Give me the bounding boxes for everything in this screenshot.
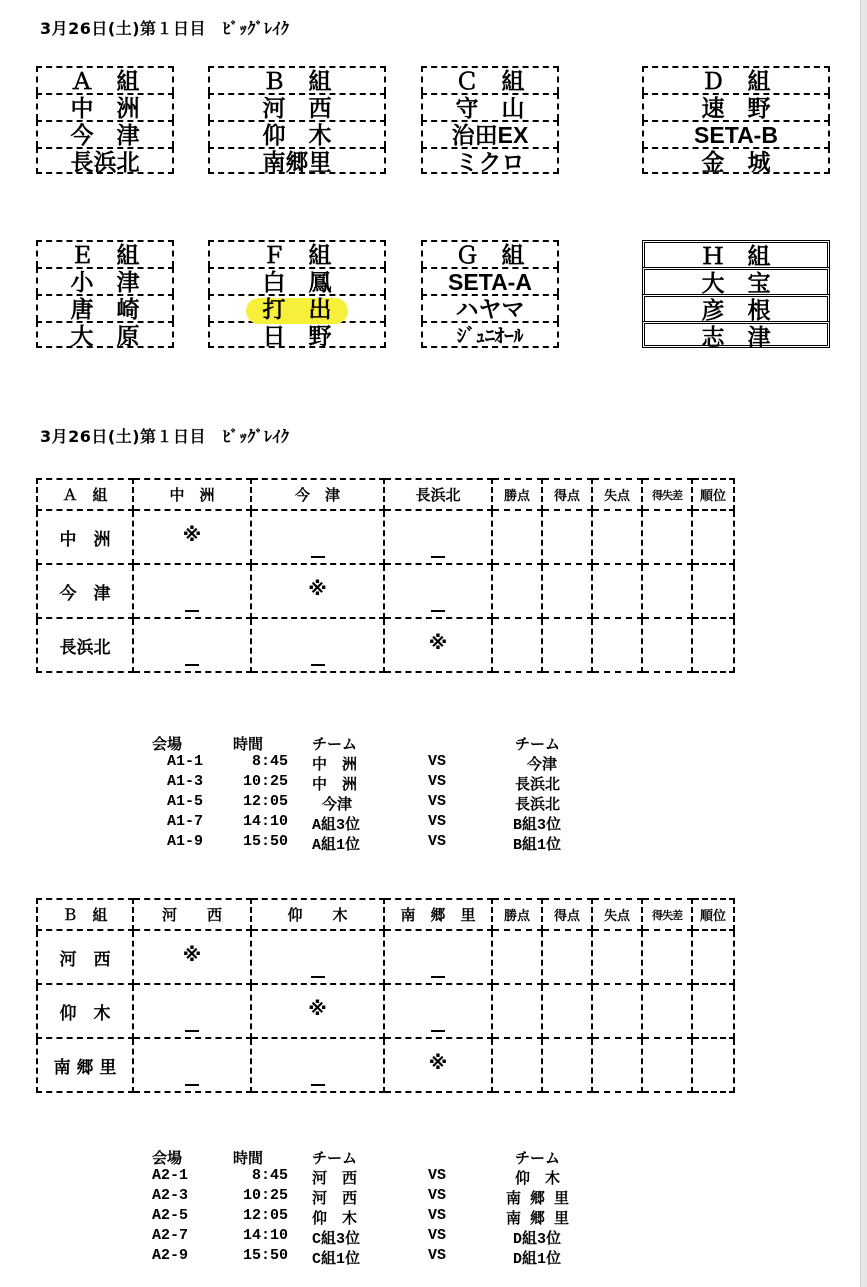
blank-score <box>431 556 445 558</box>
match-venue: A1-5 <box>167 793 204 810</box>
league-cell <box>133 1038 251 1092</box>
league-cell <box>384 564 492 618</box>
stat-cell <box>492 564 542 618</box>
match-time: 10:25 <box>243 773 289 790</box>
day-title: 3月26日(土)第１日目 ﾋﾞｯｸﾞﾚｲｸ <box>40 19 290 38</box>
league-cell: ※ <box>384 618 492 672</box>
match-vs: VS <box>428 813 447 830</box>
stat-cell <box>642 984 692 1038</box>
league-cell <box>384 510 492 564</box>
time-header: 時間 <box>233 737 264 754</box>
match-vs: VS <box>428 753 447 770</box>
match-team2: D組3位 <box>513 1231 562 1248</box>
schedule-header <box>0 1147 700 1167</box>
match-time: 15:50 <box>243 833 289 850</box>
group-team: 守 山 <box>421 93 559 120</box>
team2-header: チーム <box>515 737 561 754</box>
stat-cell <box>592 564 642 618</box>
group-team: 中 洲 <box>36 93 174 120</box>
blank-score <box>311 556 325 558</box>
league-row-team: 長浜北 <box>37 618 133 672</box>
group-a-box <box>36 66 174 174</box>
match-team2: 長浜北 <box>515 777 561 794</box>
group-g-box <box>421 240 559 348</box>
blank-score <box>185 1084 199 1086</box>
group-team: 河 西 <box>208 93 386 120</box>
league-row <box>37 1038 734 1092</box>
group-team: ｼﾞｭﾆｵｰﾙ <box>421 321 559 348</box>
league-cell: ※ <box>133 510 251 564</box>
group-h-box <box>642 240 830 348</box>
stat-cell <box>592 930 642 984</box>
league-cell <box>133 564 251 618</box>
stat-cell <box>692 984 734 1038</box>
league-team-col: 南 郷 里 <box>384 899 492 930</box>
match-venue: A1-7 <box>167 813 204 830</box>
match-team1: 中 洲 <box>312 757 358 774</box>
blank-score <box>431 610 445 612</box>
stat-col: 得点 <box>542 899 592 930</box>
league-team-col: 河 西 <box>133 899 251 930</box>
league-team-col: 長浜北 <box>384 479 492 510</box>
match-vs: VS <box>428 793 447 810</box>
stat-cell <box>592 1038 642 1092</box>
group-team: 南郷里 <box>208 147 386 174</box>
match-time: 8:45 <box>252 753 289 770</box>
match-team2: B組1位 <box>513 837 562 854</box>
league-header-row <box>37 479 734 510</box>
league-row-team: 中 洲 <box>37 510 133 564</box>
match-vs: VS <box>428 1167 447 1184</box>
league-team-col: 仰 木 <box>251 899 384 930</box>
league-row-team: 河 西 <box>37 930 133 984</box>
match-row <box>0 1187 700 1207</box>
group-e-box <box>36 240 174 348</box>
group-team: 大 宝 <box>642 267 830 294</box>
group-header: Ｇ 組 <box>421 240 559 267</box>
match-time: 15:50 <box>243 1247 289 1264</box>
match-time: 14:10 <box>243 813 289 830</box>
blank-score <box>185 664 199 666</box>
match-vs: VS <box>428 1247 447 1264</box>
match-team1: 今津 <box>322 797 353 814</box>
league-row-team: 南 郷 里 <box>37 1038 133 1092</box>
stat-cell <box>492 1038 542 1092</box>
group-team: 速 野 <box>642 93 830 120</box>
schedule-b <box>0 1147 700 1267</box>
stat-col: 勝点 <box>492 899 542 930</box>
group-header: Ｅ 組 <box>36 240 174 267</box>
page-right-edge <box>860 0 867 1287</box>
league-table-b <box>36 898 735 1093</box>
league-cell <box>251 618 384 672</box>
league-cell <box>251 930 384 984</box>
match-venue: A1-3 <box>167 773 204 790</box>
league-cell: ※ <box>133 930 251 984</box>
match-time: 12:05 <box>243 793 289 810</box>
group-team: ミクロ <box>421 147 559 174</box>
league-cell <box>384 930 492 984</box>
stat-cell <box>542 618 592 672</box>
league-row <box>37 930 734 984</box>
group-f-box <box>208 240 386 348</box>
stat-cell <box>492 618 542 672</box>
venue-header: 会場 <box>152 1151 183 1168</box>
stat-cell <box>542 1038 592 1092</box>
stat-col: 得点 <box>542 479 592 510</box>
stat-col: 失点 <box>592 899 642 930</box>
league-corner: Ａ 組 <box>37 479 133 510</box>
match-venue: A2-7 <box>152 1227 189 1244</box>
stat-col: 勝点 <box>492 479 542 510</box>
league-team-col: 今 津 <box>251 479 384 510</box>
match-team1: A組3位 <box>312 817 361 834</box>
match-row <box>0 793 700 813</box>
blank-score <box>311 1084 325 1086</box>
group-team: 金 城 <box>642 147 830 174</box>
blank-score <box>311 976 325 978</box>
stat-cell <box>692 1038 734 1092</box>
stat-col: 順位 <box>692 479 734 510</box>
match-time: 8:45 <box>252 1167 289 1184</box>
match-vs: VS <box>428 1207 447 1224</box>
league-cell <box>251 510 384 564</box>
stat-cell <box>492 984 542 1038</box>
group-team: 大 原 <box>36 321 174 348</box>
league-row <box>37 510 734 564</box>
stat-cell <box>542 984 592 1038</box>
group-team: 今 津 <box>36 120 174 147</box>
league-team-col: 中 洲 <box>133 479 251 510</box>
stat-cell <box>492 510 542 564</box>
group-team: ハヤマ <box>421 294 559 321</box>
group-team: 白 鳳 <box>208 267 386 294</box>
stat-cell <box>642 930 692 984</box>
stat-cell <box>542 930 592 984</box>
match-venue: A1-1 <box>167 753 204 770</box>
match-team2: 今津 <box>527 757 558 774</box>
stat-cell <box>692 930 734 984</box>
group-header: Ｂ 組 <box>208 66 386 93</box>
group-team-highlighted: 打 出 <box>208 294 386 321</box>
stat-cell <box>692 618 734 672</box>
group-team: 唐 崎 <box>36 294 174 321</box>
match-team2: 南 郷 里 <box>506 1191 570 1208</box>
schedule-a <box>0 733 700 853</box>
league-corner: Ｂ 組 <box>37 899 133 930</box>
league-cell <box>384 984 492 1038</box>
match-team2: D組1位 <box>513 1251 562 1268</box>
match-vs: VS <box>428 1227 447 1244</box>
match-venue: A2-1 <box>152 1167 189 1184</box>
match-row <box>0 1247 700 1267</box>
match-team1: 中 洲 <box>312 777 358 794</box>
group-team: 日 野 <box>208 321 386 348</box>
league-table-a <box>36 478 735 673</box>
blank-score <box>431 1030 445 1032</box>
stat-cell <box>542 510 592 564</box>
stat-col: 得失差 <box>642 899 692 930</box>
match-row <box>0 753 700 773</box>
match-row <box>0 833 700 853</box>
team1-header: チーム <box>312 737 358 754</box>
match-row <box>0 773 700 793</box>
stat-cell <box>492 930 542 984</box>
venue-header: 会場 <box>152 737 183 754</box>
match-row <box>0 1227 700 1247</box>
league-a-title: 3月26日(土)第１日目 ﾋﾞｯｸﾞﾚｲｸ <box>40 427 290 446</box>
team2-header: チーム <box>515 1151 561 1168</box>
match-row <box>0 813 700 833</box>
league-cell: ※ <box>251 564 384 618</box>
blank-score <box>431 976 445 978</box>
group-team: 治田EX <box>421 120 559 147</box>
league-header-row <box>37 899 734 930</box>
stat-cell <box>692 564 734 618</box>
match-team1: 河 西 <box>312 1191 358 1208</box>
match-vs: VS <box>428 773 447 790</box>
blank-score <box>311 664 325 666</box>
league-row <box>37 618 734 672</box>
group-team: 仰 木 <box>208 120 386 147</box>
match-vs: VS <box>428 1187 447 1204</box>
match-team1: A組1位 <box>312 837 361 854</box>
blank-score <box>185 1030 199 1032</box>
group-team: 志 津 <box>642 321 830 348</box>
match-time: 14:10 <box>243 1227 289 1244</box>
group-team: SETA-A <box>421 267 559 294</box>
stat-cell <box>692 510 734 564</box>
match-team2: B組3位 <box>513 817 562 834</box>
match-row <box>0 1167 700 1187</box>
group-header: Ｃ 組 <box>421 66 559 93</box>
stat-col: 失点 <box>592 479 642 510</box>
team1-header: チーム <box>312 1151 358 1168</box>
stat-col: 順位 <box>692 899 734 930</box>
time-header: 時間 <box>233 1151 264 1168</box>
match-vs: VS <box>428 833 447 850</box>
group-header: Ｈ 組 <box>642 240 830 267</box>
stat-col: 得失差 <box>642 479 692 510</box>
stat-cell <box>592 984 642 1038</box>
stat-cell <box>642 564 692 618</box>
league-cell: ※ <box>384 1038 492 1092</box>
stat-cell <box>592 618 642 672</box>
league-cell: ※ <box>251 984 384 1038</box>
league-cell <box>251 1038 384 1092</box>
match-team2: 南 郷 里 <box>506 1211 570 1228</box>
group-header: Ｄ 組 <box>642 66 830 93</box>
group-team: 長浜北 <box>36 147 174 174</box>
league-cell <box>133 618 251 672</box>
match-team2: 長浜北 <box>515 797 561 814</box>
league-row-team: 仰 木 <box>37 984 133 1038</box>
match-team1: 仰 木 <box>312 1211 358 1228</box>
match-time: 12:05 <box>243 1207 289 1224</box>
league-cell <box>133 984 251 1038</box>
match-venue: A1-9 <box>167 833 204 850</box>
league-row-team: 今 津 <box>37 564 133 618</box>
league-row <box>37 984 734 1038</box>
match-team1: C組3位 <box>312 1231 361 1248</box>
stat-cell <box>542 564 592 618</box>
match-venue: A2-9 <box>152 1247 189 1264</box>
stat-cell <box>642 1038 692 1092</box>
group-team: 彦 根 <box>642 294 830 321</box>
match-team1: C組1位 <box>312 1251 361 1268</box>
stat-cell <box>642 510 692 564</box>
group-c-box <box>421 66 559 174</box>
match-venue: A2-3 <box>152 1187 189 1204</box>
match-venue: A2-5 <box>152 1207 189 1224</box>
blank-score <box>185 610 199 612</box>
stat-cell <box>642 618 692 672</box>
group-d-box <box>642 66 830 174</box>
match-team1: 河 西 <box>312 1171 358 1188</box>
schedule-header <box>0 733 700 753</box>
match-time: 10:25 <box>243 1187 289 1204</box>
group-header: Ｆ 組 <box>208 240 386 267</box>
stat-cell <box>592 510 642 564</box>
match-team2: 仰 木 <box>515 1171 561 1188</box>
group-header: Ａ 組 <box>36 66 174 93</box>
group-b-box <box>208 66 386 174</box>
group-team: SETA-B <box>642 120 830 147</box>
group-team: 小 津 <box>36 267 174 294</box>
league-row <box>37 564 734 618</box>
match-row <box>0 1207 700 1227</box>
